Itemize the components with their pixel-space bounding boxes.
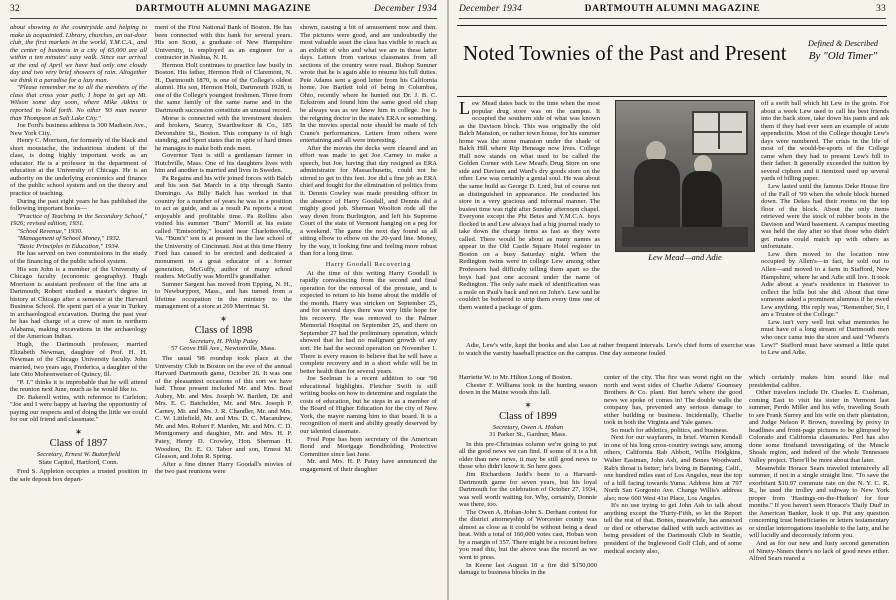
paragraph: In Keene last August 18 a fire did $150,000 damage to business blocks in the	[459, 561, 597, 577]
class-heading: Class of 1898	[194, 324, 253, 336]
paragraph: center of the city. The fire was worst right on the north and west sides of Charlie Adams' Goumsey Brothers & Co. plant. But here's where the good news we spoke of comes in! The double walls the company has, prevented any serious damage to either building or business. Incidentally, Charlie took in both the Virginia and Yale games.	[604, 374, 742, 427]
paragraph: Lew isn't very well but what memories he must have of a long stream of Dartmouth men who once came into the store and said "Where's Lew?" Stafford must have seemed a little quiet to Lew and Adie.	[761, 318, 889, 357]
drop-cap: L	[459, 100, 470, 118]
paragraph: Mr. and Mrs. H. P. Patey have announced the engagement of their daughter	[300, 458, 437, 473]
header-rule	[459, 18, 886, 19]
paragraph: Morse is connected with the investment dealers and brokers, Searcy, Swarthwitzer & Co., 185 Devonshire St., Boston. This company is of high standing, and Sport states that in spite of hard times he manages to make both ends meet.	[155, 114, 292, 152]
class-heading: Class of 1897	[49, 437, 108, 449]
paragraph: Joe Seelman is a recent addition to our '98 educational highlights. Fletcher Swift is still writing books on how to determine and regulate the costs of education, but he steps in as a member of the Board of Higher Education for the city of New York, the mayor naming him to that board. It is a recognition of merit and ability greatly deserved by our talented classmate.	[300, 375, 437, 435]
b3-body	[749, 374, 889, 563]
paragraph: Jim Richardson Judd's been to a Harvard-Dartmouth game for seven years, but his loyal Dartmouth for the celebration of October 27, 1934, was well worth waiting for. Why, certainly, Donnie was there, too.	[459, 471, 597, 509]
paragraph: The usual '98 roundup took place at the University Club in Boston on the eve of the annual Harvard Dartmouth game, October 26. It was one of the pleasantest occasions of this sort we have had. Those present included Mr. and Mrs. Brad Aubey, Mr. and Mrs. Joseph W. Bartlett, Dr. and Mrs. E. C. Batchelder, Mr. and Mrs. Joseph P. Carney, Mr. and Mrs. J. R. Chandler, Mr. and Mrs. C. W. Littlefield, Mr. and Mrs. D. C. Macandrew, Mr. and Mrs. Robert F. Marden, Mr. and Mrs. C. D. Montgomery and daughter, Mr. and Mrs. H. P. Patey, Henry D. Crowley, Hon. Sherman H. Woodton, Dr. E. O. Tabor and son, Ernest M. Gleason, and John R. Spring.	[155, 354, 292, 461]
notes-column-2	[604, 374, 742, 596]
photo-counter	[622, 227, 748, 247]
col2-body	[155, 24, 292, 311]
notes-column-1	[459, 374, 597, 596]
article-column-1	[459, 100, 600, 340]
paragraph: He has served on two commissions in the study of the financing of the public school system.	[10, 250, 147, 265]
paragraph: And as for our new and lusty second generation of Ninety-Niners there's no lack of good news either. Alfred Sears reared a	[749, 540, 889, 563]
masthead: DARTMOUTH ALUMNI MAGAZINE	[584, 4, 761, 14]
lead-text: ew Mead dates back to the time when the most popular drug store was on the campus. It occupied the southern side of what was known as the Davison block. This was originally the old Balch Mansion, or rather town house, for his summer home was the stone mansion under the shade of Balch Hill where Rip Heneage now lives. College Hall now stands on what used to be called the Golden Corner with Lew Mead's Drug Store on one side and Davison and Ward's dry goods store on the other. Lew was certainly a genial soul. He was about the same build as George D. Lord, but of course not as distinguished in appearance. He conducted his store in a very gracious and informal manner. The busiest time was right after Sunday afternoon chapel. Everyone except the Phi Betes and Y.M.C.A. boys flocked in and Lew always had a big journal ready to take down the charge items as fast as they were called. There would be about as many names as appear in the Old Castle Square Hotel register in Boston on a busy Saturday night. When the Redington twins were in college Lew among other Professors had difficulty telling them apart so the boys had just one account under the name of Redington. The only safe mark of identification was a mole on Paul's back and not on John's. Lew said he couldn't be bothered to strip them every time one of them wanted a package of gum.	[459, 100, 600, 311]
paragraph: Joe Ford's business address is 300 Madison Ave., New York City.	[10, 122, 147, 137]
paragraph: In this pre-Christmas column we're going to put all the good news we can find. If some of it is a bit older than new news, it may be still good news to those who didn't know it. So here goes.	[459, 440, 597, 471]
left-column-2	[155, 24, 292, 594]
class-address: 31 Parker St., Gardner, Mass.	[489, 431, 567, 439]
paragraph: So much for athletics, politics, and business.	[611, 426, 729, 434]
article-subtitle: Defined & Described	[807, 39, 879, 48]
article-column-2	[761, 100, 889, 372]
page-number: 33	[876, 4, 886, 14]
right-page	[449, 0, 896, 600]
subheading: Harry Goodall Recovering	[325, 260, 412, 268]
col1-body	[10, 24, 147, 424]
paragraph: Fred S. Appleton occupies a trusted position in the safe deposit box depart-	[10, 468, 147, 483]
b1-tail	[459, 441, 597, 577]
paragraph: "P. I." thinks it is improbable that he will attend the reunion next June, much as he would like to.	[10, 378, 147, 394]
class-address: State Capitol, Hartford, Conn.	[38, 458, 119, 466]
masthead: DARTMOUTH ALUMNI MAGAZINE	[135, 4, 312, 14]
col3-body	[300, 24, 437, 258]
col3-tail	[300, 270, 437, 474]
paragraph: off a swift ball which hit Lew in the groin. For about a week Lew used to call his best friends into the back store, take down his pants and ask them if they had ever seen an example of acute appendicitis. Most of the College thought Lew's days were numbered. The crisis in the life of most of the would-be-sports of the College came when they had to present Lew's bill to their father. It generally exceeded the tuition by several ciphers and it itemized used up several yards of billing paper.	[761, 100, 889, 183]
article-photo	[615, 100, 755, 252]
class-secretary: Secretary, H. Philip Patey	[189, 337, 258, 345]
class-ornament: ✶	[524, 399, 532, 410]
paragraph: Hugh, the Dartmouth professor, married Elizabeth Newman, daughter of Prof. H. H. Newman of the Chicago University faculty. John married, two years ago, Frederica, a daughter of the late Otto Mohrenweiser of Quincy, Ill.	[10, 340, 147, 379]
article-title-box	[457, 25, 887, 97]
left-page-header	[10, 4, 437, 18]
paragraph: Hermon Holt continues to practice law busily in Boston. His father, Hermon Holt of Claremont, N. H., Dartmouth 1870, is one of the College's oldest alumni. His son, Hermon Holt, Dartmouth 1928, is one of the College's youngest freshmen. Three from the same family of the same name and in the Dartmouth succession constitute an unusual record.	[155, 61, 292, 115]
b1-body	[459, 374, 597, 397]
article-col2-body	[761, 100, 889, 357]
paragraph: Sumner Sargent has moved from Epping, N. H., to Newburyport, Mass., and has turned from a lifetime occupation in the ministry to the management of a store at 269 Merrimac St.	[155, 280, 292, 311]
paragraph: shown, causing a bit of amusement now and then. The pictures were good, and are undoubtedly the most valuable asset the class has visible to reach as an exhibit of who and what we are in these latter days. Letters from various classmates from all sections of the country were read. Bishop Sumner wrote that he is again able to resume his full duties. Pete Adams sent a good letter from his California home. Joe Bartlett told of being in Columbus, Ohio, recently where he hunted out Dr. J. B. C. Eckstrom and found him the same good old chap he always was as we knew him in college. Joe is the reigning doctor in the state's ERA or something. In the movies special note should be made of Ich Crane's performances. Letters from others were entertaining and all were interesting.	[300, 24, 437, 145]
paragraph: Henry C. Morrison, for formerly of the black and short moustache, the industrious student of the class, is doing highly important work as an educator. He is a professor in the department of education at the University of Chicago. He is an authority on the underlying economics and finance of the public school system and on the theory and practice of teaching.	[10, 137, 147, 198]
left-column-1	[10, 24, 147, 594]
paragraph: It's no use trying to get John Ash to talk about anything except the Thirty-Fifth, so let the Report tell the rest of that. Bones, meanwhile, has annexed or died or otherwise dallied with such activities as being president of the Dartmouth Club in Seattle, president of the Inglewood Golf Club, and of some medical society also,	[604, 502, 742, 555]
paragraph: "Basic Principles in Education," 1934.	[17, 242, 120, 250]
paragraph: Dr. Bakerell writes, with reference to Carleton: "Joe and I were happy at having the opportunity of paying our respects and of doing the little we could for our old friend and classmate."	[10, 393, 147, 424]
paragraph: "School Revenue," 1930.	[17, 227, 83, 235]
header-rule	[10, 18, 437, 19]
class-ornament: ✶	[74, 426, 83, 437]
paragraph: Governor Tent is still a gentleman farmer in Hutchville, Mass. One of his daughters lives with him and another is married and lives in Sweden.	[155, 152, 292, 175]
paragraph: Lew then moved to the location now occupied by Allen's—in fact, he sold out to Allen—and moved to a farm in Stafford, New Hampshire, where he and Adie still live. It took Adie about a year's residence in Hanover to collect the bills but she did. About that time someone asked a prominent alumnus if he owed Lew anything. His reply was, "Remember, Sir, I am a Trustee of the College."	[761, 250, 889, 319]
paragraph: His son John is a member of the University of Chicago faculty (economic geography). Hugh Morrison is assistant professor of the fine arts at Dartmouth; Robert studied a master's degree in history at Chicago after a semester at the Harvard Business School. He spent part of a year in Turkey in archaeological excavation. During the past year he has had charge of a crew of men in northern Alabama, making excavations in the archaeology of the American Indian.	[10, 265, 147, 341]
page-number: 32	[10, 4, 20, 14]
right-page-header	[459, 4, 886, 18]
paragraph: Other travelers include Dr. Charles E. Cushman, coming East to visit his sister in Vermont last summer, Perdo Miller and his wife, traveling South to see Frank Surrey and his wife on their plantation, and Judge Nelson P. Brown, traveling by proxy in headlines and front-page pictures to be glimpsed by Colorado and California classmates. Perl has also done some firsthand investigating of the Muscle Shoals region, and indeed of the whole Tennessee Valley project. There'll be more about that later.	[749, 389, 889, 465]
paragraph: Lew lasted until the famous Deke House fire of the Fall of '99 when the whole block burned down. The Dekes had their rooms on the top floor of the block. About the only items retrieved were the stock of rubber boots in the Davison and Ward basement. A campus meeting was held the day after so that those who didn't get mates could match up with others as unfortunate.	[761, 183, 889, 251]
paragraph: "Please remember me to all the members of the class that cross your path; I hope to get up Mt. Wilson some day soon, where Mike Atkins is reported to hold forth. No other '93 man nearer than Thompson at Salt Lake City."	[10, 84, 147, 122]
article-lead-paragraph	[459, 100, 600, 311]
paragraph: Chester F. Williams took in the hunting season down in the Maine woods this fall.	[459, 381, 597, 397]
class-secretary: Secretary, Ernest W. Butterfield	[36, 450, 121, 458]
photo-window	[692, 111, 748, 155]
paragraph: ment of the First National Bank of Boston. He has been connected with this bank for several years. His son Scott, a graduate of New Hampshire University, is employed as an engineer for a contractor in Nashua, N. H.	[155, 24, 292, 62]
paragraph: After a fine dinner Harry Goodall's movies of the two past reunions were	[155, 460, 292, 476]
paragraph: about showing to the countryside and helping to make us acquainted. Library, churches, an out-door club, the first markets in the world, Y.M.C.A., and the center of business in a city of 65,000 are all within a ten minutes' easy walk. Since our arrival at the end of April we have had only one cloudy day and two very brief showers of rain. Altogether we think it a paradise for a lazy man.	[10, 24, 147, 84]
article-title: Noted Townies of the Past and Present	[463, 41, 787, 65]
left-column-3	[300, 24, 437, 594]
paragraph: During the past eight years he has published the following important books—	[10, 197, 147, 213]
paragraph: Pa Regains and his wife joined forces with Balch and his son Sat March in a trip through Santo Domingo. As Billy Balch has worked in that country for a number of years he was in a position to act as guide, and as a result Pa reports a most enjoyable and profitable time. Pa Rollins also visited his summer "Bum" Morrill at his estate called "Emiscorthy," located near Charlottesville, Va. "Bum's" son is at present in the law school of the University of Cincinnati. Just at this time Henry Ford has caused to be erected and dedicated a monument to a great educator of a former generation, McGuffy, author of many school readers. McGuffy was Morrill's grandfather.	[155, 174, 292, 281]
paragraph: which certainly makes him sound like real presidential calibre.	[749, 374, 889, 389]
class-address: 57 Grove Hill Ave., Newtonville, Mass.	[171, 345, 276, 353]
photo-caption: Lew Mead—and Adie	[648, 252, 722, 262]
paragraph: "Practice of Teaching in the Secondary School," 1926; revised edition, 1931.	[10, 212, 147, 228]
paragraph: The Owen A. Hoban-John S. Derham contest for the district attorneyship of Worcester county was almost as close as it could be without being a dead heat. With a total of 160,000 votes cast, Hoban won by a margin of 357. There might be a recount before you read this, but the above was the record as we went to press.	[459, 508, 597, 562]
class-secretary: Secretary, Owen A. Hoban	[492, 423, 564, 431]
paragraph: "Management of School Money," 1932.	[17, 235, 121, 243]
issue-date: December 1934	[459, 4, 523, 14]
article-column-1-tail	[459, 342, 755, 372]
class-ornament: ✶	[219, 313, 228, 324]
paragraph: After the movies the decks were cleared and an effort was made to get Joe Carney to make a speech, but Joe, having that day resigned as ERA administrator for Massachusetts, could not be stirred to get to this feet. Joe did a fine job as ERA chief and fought for the elimination of politics from it. Dennis Cowley was made presiding officer in the absence of Harry Goodall, and Dennis did a mighty good job. Sherman Woolton rode all the way down from Burlington, and left his Supreme Court of the state of Vermont hanging on a peg for a weekend. The game the next day found us all sitting elbow to elbow on the 20-yard line. Money, by the way, it looking fine and feeling more robust than for a long time.	[300, 144, 437, 258]
paragraph: Next for our wayfarers, in brief. Warren Kendall in one of his long cross-country swings saw, among others, California Rab Abbott, Willis Hodgkins, Walter Eastman, John Ash, and Bones Woodward. Rab's throat is better; he's living in Banning, Calif., one hundred miles east of Los Angeles, near the top of a hill facing towards Yuma. Address him at 797 North San Gorgonio Ave. Change Willis's address also; now 600 West 41st Place, Los Angeles.	[604, 434, 742, 502]
paragraph: Adie, Lew's wife, kept the books and also Lee at rather frequent intervals. Lew's chief form of exercise was to watch the varsity baseball practice on the campus. One day someone fouled	[459, 342, 755, 357]
paragraph: Fred Pope has been secretary of the American Bond and Mortgage Bondholding Protective Committee since last June.	[300, 435, 437, 458]
left-page	[0, 0, 447, 600]
class-heading: Class of 1899	[499, 410, 557, 422]
col2-tail	[155, 355, 292, 476]
paragraph: Harriette W. to Mr. Hilton Long of Boston.	[459, 374, 573, 381]
b2-body	[604, 374, 742, 555]
notes-column-3	[749, 374, 889, 596]
issue-date: December 1934	[373, 4, 437, 14]
article-byline: By "Old Timer"	[808, 50, 878, 62]
paragraph: At the time of this writing Harry Goodall is rapidly convalescing from the second and final operation for the removal of the prostate, and is expected to return to his home about the middle of the month. Harry was stricken on September 25, and for several days there was very little hope for his recovery. He was removed to the Palmer Memorial Hospital on September 25, and there on September 27 had the preliminary operation, which showed that he had no malignant growth of any sort. He had the second operation on November 1. There is every reason to believe that he will have a complete recovery and in a short while will be in better health than for several years.	[300, 269, 437, 375]
paragraph: Meanwhile Horace Sears traveled intensively all summer, if not in a single straight line. "To save the exorbitant $10.97 commute rate on the N. Y. C. R. R., he used the trolley and subway to New York proper from 'Hastings-on-the-Hudson' for four months." If you haven't seen Horace's 'Daily Dud' in the American Banker, look it up. Put any question concerning trust beneficiaries or letters testamentary or similar interrogations insoluble to the laity, and he will lucidly and decorously inform you.	[749, 464, 889, 540]
